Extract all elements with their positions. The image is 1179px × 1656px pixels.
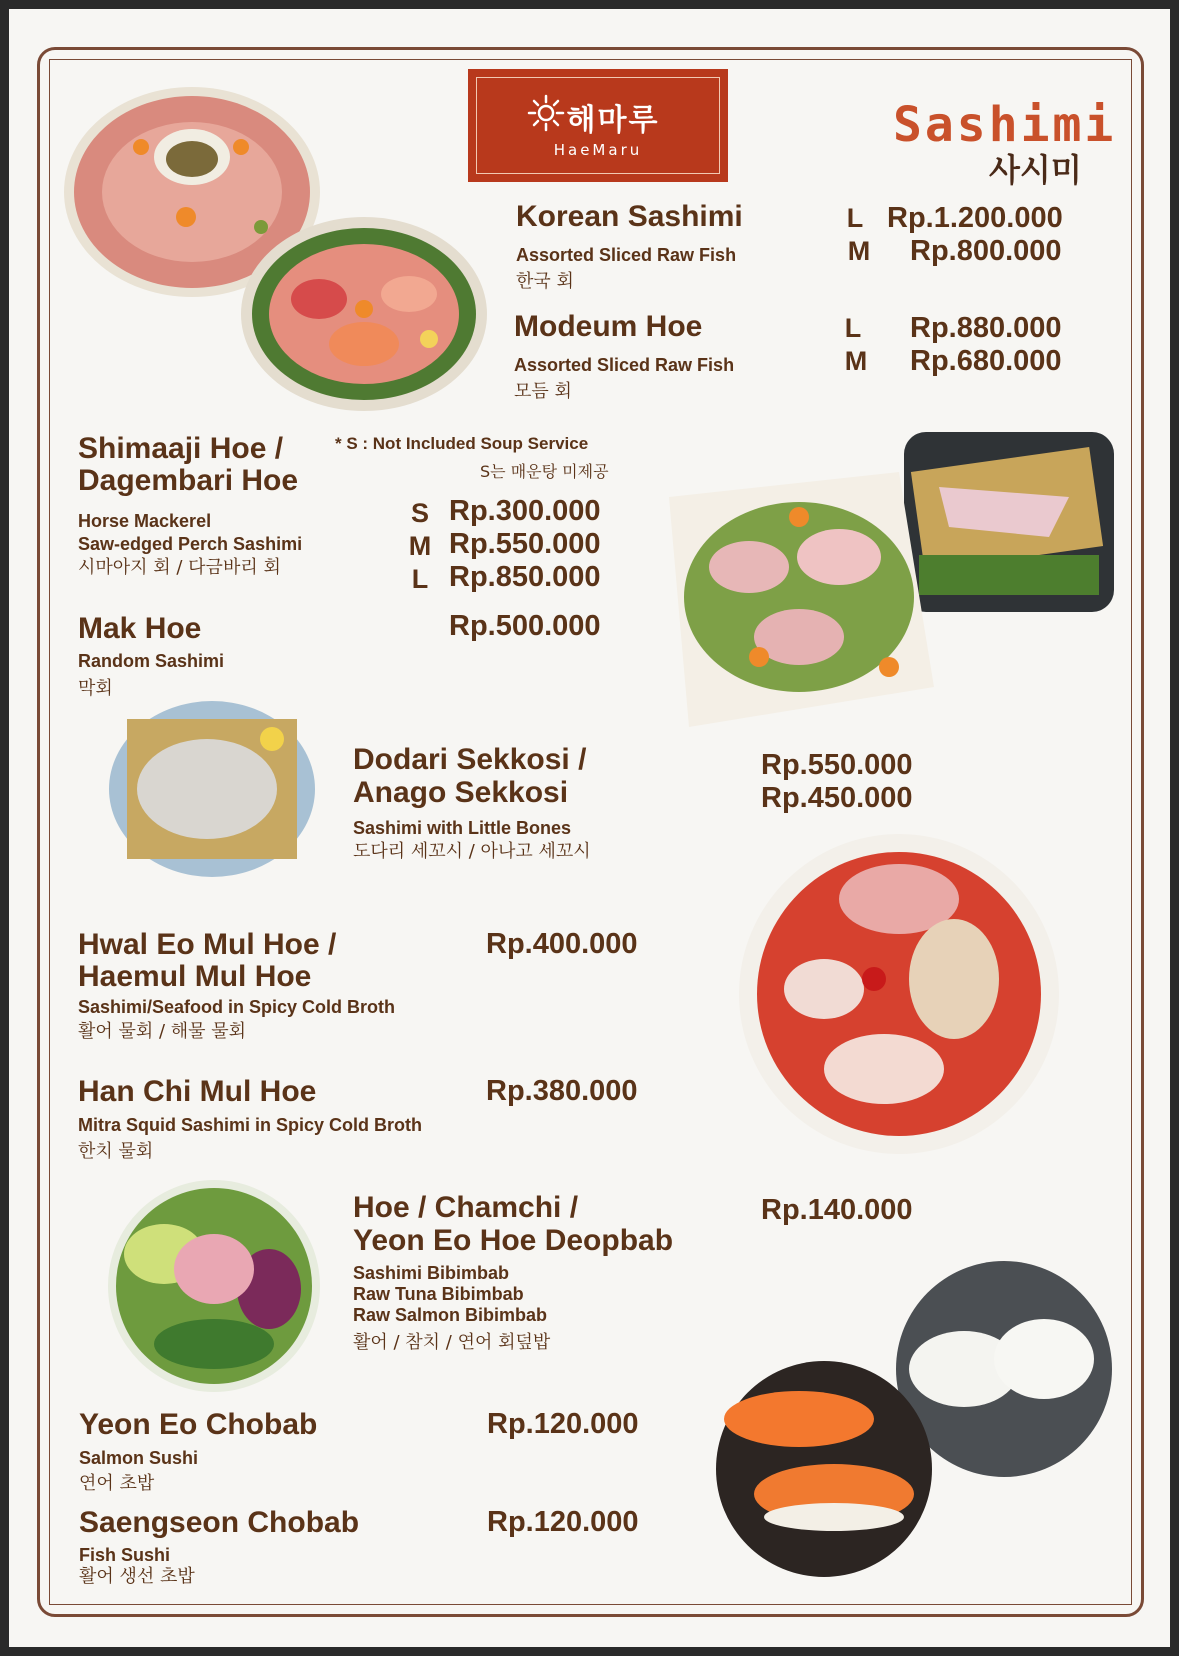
size-label: L	[844, 313, 862, 343]
item-price: Rp.800.000	[910, 235, 1062, 267]
item-price: Rp.550.000	[449, 528, 601, 560]
item-price: Rp.380.000	[486, 1075, 638, 1107]
item-name: Dodari Sekkosi /	[353, 743, 587, 776]
item-name: Hwal Eo Mul Hoe /	[78, 928, 337, 961]
brand-logo	[468, 69, 728, 182]
item-korean-name: 연어 초밥	[79, 1473, 155, 1494]
soup-note: * S : Not Included Soup Service	[335, 434, 589, 453]
item-price: Rp.550.000	[761, 749, 913, 781]
item-description-line2: Saw-edged Perch Sashimi	[78, 534, 303, 554]
item-price: Rp.400.000	[486, 928, 638, 960]
size-label: L	[411, 564, 429, 594]
section-title-korean: 사시미	[989, 151, 1082, 189]
item-description: Horse Mackerel	[78, 511, 212, 531]
menu-page	[9, 9, 1170, 1647]
item-price: Rp.120.000	[487, 1408, 639, 1440]
item-description: Sashimi with Little Bones	[353, 818, 572, 838]
item-name: Shimaaji Hoe /	[78, 432, 284, 465]
size-label: M	[844, 346, 868, 376]
item-description: Sashimi/Seafood in Spicy Cold Broth	[78, 997, 396, 1017]
item-name-line2: Yeon Eo Hoe Deopbab	[353, 1224, 674, 1257]
size-label: S	[410, 498, 429, 528]
platter-photo-2	[239, 214, 489, 414]
section-title: Sashimi	[893, 97, 1117, 153]
item-name: Modeum Hoe	[514, 310, 703, 343]
item-name-line2: Anago Sekkosi	[353, 776, 569, 809]
item-korean-name: 활어 물회 / 해물 물회	[78, 1021, 247, 1042]
item-name-line2: Haemul Mul Hoe	[78, 960, 312, 993]
size-label: M	[847, 236, 871, 266]
mul-hoe-bowl-photo	[734, 829, 1064, 1159]
brand-latin: HaeMaru	[553, 141, 643, 159]
item-description: Fish Sushi	[79, 1545, 171, 1565]
item-korean-name: 활어 생선 초밥	[79, 1566, 195, 1587]
item-name-line2: Dagembari Hoe	[78, 464, 299, 497]
item-name: Saengseon Chobab	[79, 1506, 360, 1539]
item-korean-name: 막회	[78, 678, 113, 699]
item-price: Rp.140.000	[761, 1194, 913, 1226]
item-price: Rp.880.000	[910, 312, 1062, 344]
item-description: Mitra Squid Sashimi in Spicy Cold Broth	[78, 1115, 423, 1135]
item-korean-name: 활어 / 참치 / 연어 회덮밥	[353, 1332, 551, 1353]
deopbab-photo	[104, 1179, 324, 1394]
item-price: Rp.680.000	[910, 345, 1062, 377]
item-description: Salmon Sushi	[79, 1448, 199, 1468]
sushi-photo	[714, 1259, 1119, 1579]
item-price: Rp.500.000	[449, 610, 601, 642]
item-name: Yeon Eo Chobab	[79, 1408, 318, 1441]
sekkosi-photo	[107, 699, 317, 879]
item-korean-name: 한치 물회	[78, 1141, 154, 1162]
item-korean-name: 시마아지 회 / 다금바리 회	[78, 557, 281, 578]
item-name: Korean Sashimi	[516, 200, 743, 233]
item-description: Sashimi Bibimbab	[353, 1263, 510, 1283]
item-korean-name: 모듬 회	[514, 381, 572, 402]
item-price: Rp.1.200.000	[887, 202, 1063, 234]
item-description: Random Sashimi	[78, 651, 225, 671]
item-description: Assorted Sliced Raw Fish	[516, 245, 737, 265]
item-name: Han Chi Mul Hoe	[78, 1075, 317, 1108]
item-name: Mak Hoe	[78, 612, 202, 645]
item-price: Rp.850.000	[449, 561, 601, 593]
item-price: Rp.300.000	[449, 495, 601, 527]
soup-note-korean: S는 매운탕 미제공	[480, 462, 609, 481]
item-korean-name: 한국 회	[516, 271, 574, 292]
brand-korean: 해마루	[566, 103, 660, 138]
item-korean-name: 도다리 세꼬시 / 아나고 세꼬시	[353, 841, 591, 862]
item-price: Rp.120.000	[487, 1506, 639, 1538]
item-price: Rp.450.000	[761, 782, 913, 814]
item-description-line2: Raw Tuna Bibimbab	[353, 1284, 524, 1304]
size-label: M	[408, 531, 432, 561]
size-label: L	[846, 203, 864, 233]
item-description-line3: Raw Salmon Bibimbab	[353, 1305, 548, 1325]
item-description: Assorted Sliced Raw Fish	[514, 355, 735, 375]
item-name: Hoe / Chamchi /	[353, 1191, 579, 1224]
fish-plate-photo	[649, 427, 1119, 737]
